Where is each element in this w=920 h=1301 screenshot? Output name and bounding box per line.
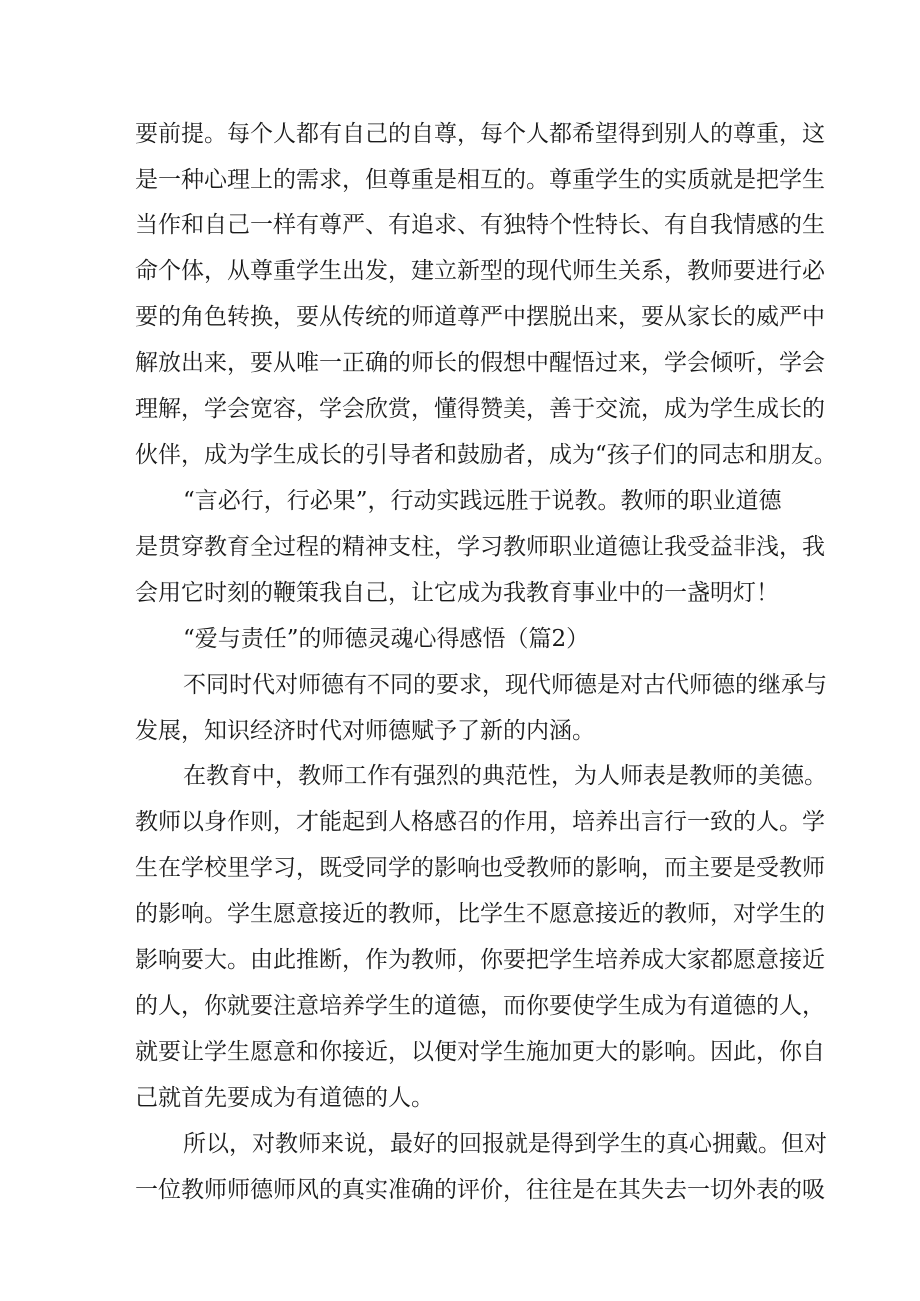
text-line: 当作和自己一样有尊严、有追求、有独特个性特长、有自我情感的生 [135,212,825,238]
section-heading: “爱与责任”的师德灵魂心得感悟（篇2） [183,626,590,652]
text-line: 影响要大。由此推断，作为教师，你要把学生培养成大家都愿意接近 [135,947,825,973]
text-line: “言必行，行必果”，行动实践远胜于说教。教师的职业道德 [183,488,782,514]
text-line: 就要让学生愿意和你接近，以便对学生施加更大的影响。因此，你自 [135,1039,825,1065]
text-line: 要前提。每个人都有自己的自尊，每个人都希望得到别人的尊重，这 [135,121,825,147]
text-line: 命个体，从尊重学生出发，建立新型的现代师生关系，教师要进行必 [135,258,825,284]
text-line: 是一种心理上的需求，但尊重是相互的。尊重学生的实质就是把学生 [135,167,825,193]
text-line: 会用它时刻的鞭策我自己，让它成为我教育事业中的一盏明灯！ [135,580,779,606]
text-line: 解放出来，要从唯一正确的师长的假想中醒悟过来，学会倾听，学会 [135,350,825,376]
text-line: 理解，学会宽容，学会欣赏，懂得赞美，善于交流，成为学生成长的 [135,396,825,422]
text-line: 教师以身作则，才能起到人格感召的作用，培养出言行一致的人。学 [135,809,825,835]
text-line: 伙伴，成为学生成长的引导者和鼓励者，成为“孩子们的同志和朋友。 [135,442,837,468]
text-line: 要的角色转换，要从传统的师道尊严中摆脱出来，要从家长的威严中 [135,304,825,330]
text-line: 的人，你就要注意培养学生的道德，而你要使学生成为有道德的人， [135,993,825,1019]
text-line: 生在学校里学习，既受同学的影响也受教师的影响，而主要是受教师 [135,855,825,881]
text-line: 在教育中，教师工作有强烈的典范性，为人师表是教师的美德。 [183,763,827,789]
text-line: 一位教师师德师风的真实准确的评价，往往是在其失去一切外表的吸 [135,1177,825,1203]
text-line: 不同时代对师德有不同的要求，现代师德是对古代师德的继承与 [183,672,827,698]
text-line: 的影响。学生愿意接近的教师，比学生不愿意接近的教师，对学生的 [135,901,825,927]
text-line: 是贯穿教育全过程的精神支柱，学习教师职业道德让我受益非浅，我 [135,534,825,560]
text-line: 发展，知识经济时代对师德赋予了新的内涵。 [135,718,595,744]
text-line: 己就首先要成为有道德的人。 [135,1085,434,1111]
text-line: 所以，对教师来说，最好的回报就是得到学生的真心拥戴。但对 [183,1131,827,1157]
